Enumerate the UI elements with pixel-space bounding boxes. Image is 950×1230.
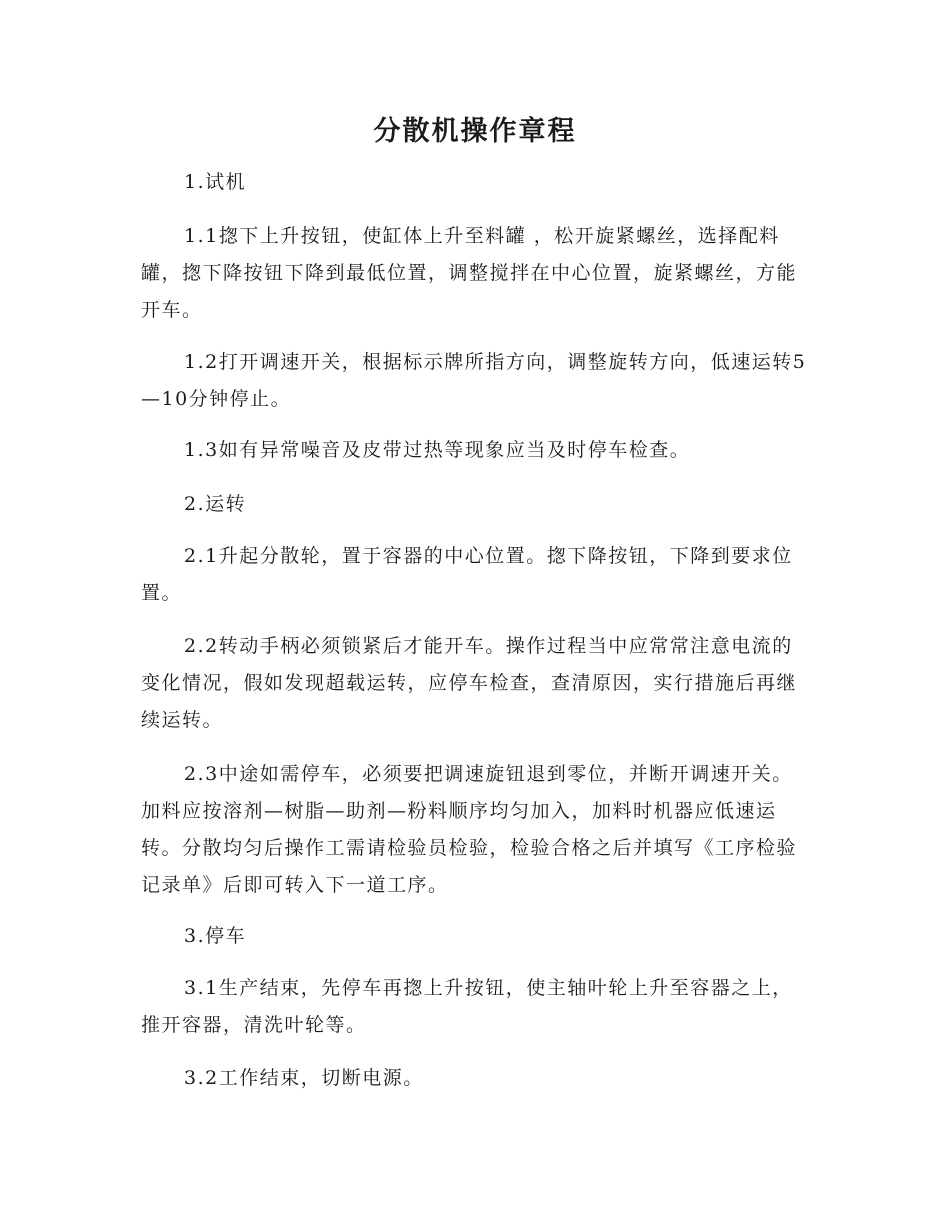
paragraph-2-3: 2.3中途如需停车，必须要把调速旋钮退到零位，并断开调速开关。加料应按溶剂—树脂—助剂—粉料顺序均匀加入，加料时机器应低速运转。分散均匀后操作工需请检验员检验，检验合格之后并填写《工序检验记录单》后即可转入下一道工序。 (141, 763, 798, 896)
paragraph-3-2: 3.2工作结束，切断电源。 (184, 1067, 424, 1089)
paragraph-3-1: 3.1生产结束，先停车再揔上升按钮，使主轴叶轮上升至容器之上，推开容器，清洗叶轮等。 (141, 977, 793, 1036)
section-heading-trial-run: 1.试机 (184, 171, 247, 193)
document-title: 分散机操作章程 (373, 116, 577, 147)
paragraph-1-1: 1.1揔下上升按钮，使缸体上升至料罐 ，松开旋紧螺丝，选择配料罐，揔下降按钮下降到最低位置，调整搅拌在中心位置，旋紧螺丝，方能开车。 (141, 225, 798, 321)
section-heading-operation: 2.运转 (184, 493, 247, 515)
paragraph-1-3: 1.3如有异常噪音及皮带过热等现象应当及时停车检查。 (184, 439, 691, 461)
section-heading-stop: 3.停车 (184, 925, 247, 947)
paragraph-2-2: 2.2转动手柄必须锁紧后才能开车。操作过程当中应常常注意电流的变化情况，假如发现超载运转，应停车检查，查清原因，实行措施后再继续运转。 (141, 635, 798, 731)
paragraph-2-1: 2.1升起分散轮，置于容器的中心位置。揔下降按钮，下降到要求位置。 (141, 545, 793, 604)
paragraph-1-2: 1.2打开调速开关，根据标示牌所指方向，调整旋转方向，低速运转5—10分钟停止。 (141, 351, 807, 410)
